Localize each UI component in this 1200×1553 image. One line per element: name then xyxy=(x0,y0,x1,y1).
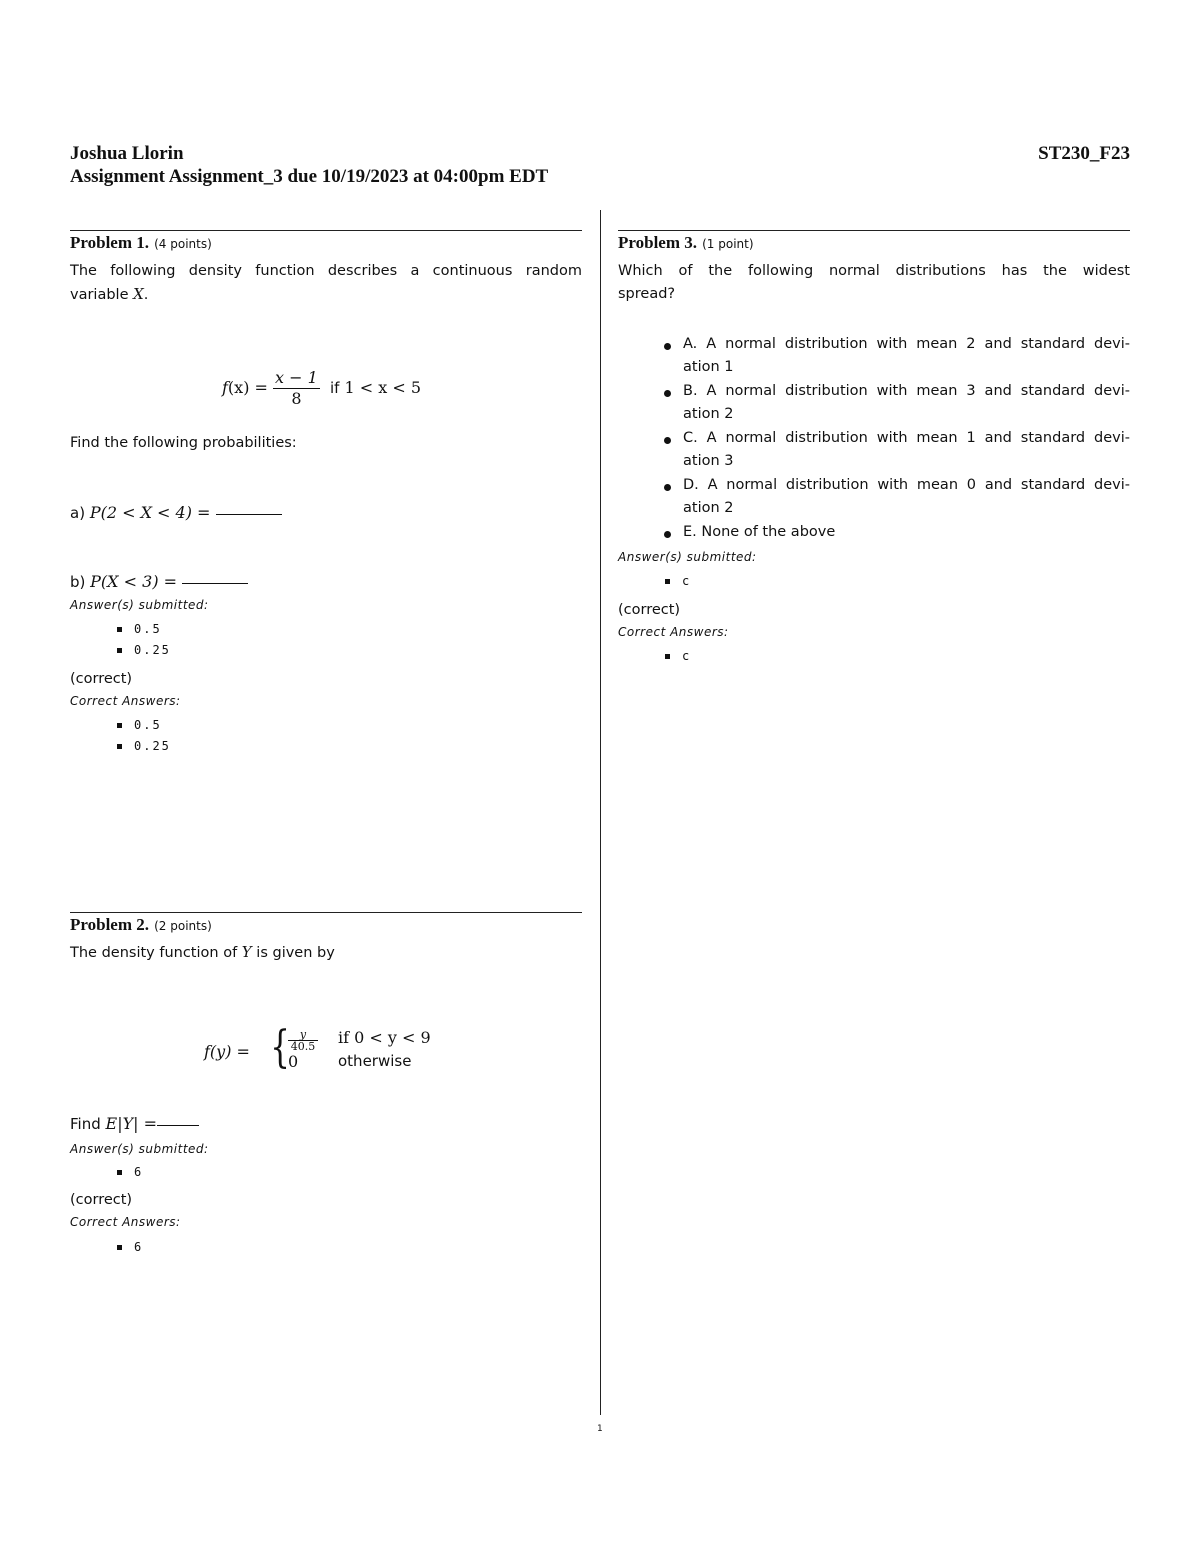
submitted-value: 0.5 xyxy=(134,622,162,636)
case1-fraction xyxy=(288,1029,318,1052)
problem3-submitted-item xyxy=(665,574,691,588)
problem3-status: (correct) xyxy=(618,602,681,618)
problem3-header xyxy=(618,233,754,253)
problem1-points: (4 points) xyxy=(154,237,212,251)
part-a-label: a) xyxy=(70,504,90,522)
bullet-square xyxy=(117,1245,122,1250)
problem2-piecewise-formula xyxy=(204,1022,464,1082)
case1-condition: if 0 < y < 9 xyxy=(338,1028,431,1047)
problem2-var: Y xyxy=(241,943,252,961)
formula-fraction xyxy=(273,368,320,409)
formula-numerator: x − 1 xyxy=(275,368,318,387)
option-line2: ation 2 xyxy=(683,406,734,422)
problem1-statement-suffix: . xyxy=(143,287,149,303)
assignment-title: Assignment Assignment_3 due 10/19/2023 at 04:00pm EDT xyxy=(70,166,549,187)
submitted-value: 6 xyxy=(134,1165,144,1179)
problem2-status: (correct) xyxy=(70,1192,133,1208)
problem3-points: (1 point) xyxy=(702,237,754,251)
problem2-rule xyxy=(70,912,582,913)
correct-value: 0.25 xyxy=(134,739,171,753)
bullet-dot xyxy=(664,531,671,538)
formula-condition: 1 < x < 5 xyxy=(344,378,422,397)
problem1-submitted-item xyxy=(117,622,162,636)
problem2-header xyxy=(70,915,212,935)
problem1-find-text: Find the following probabilities: xyxy=(70,435,297,451)
formula-lhs: (x) = xyxy=(227,378,268,397)
problem3-option-c xyxy=(664,427,1130,473)
submitted-value: 0.25 xyxy=(134,643,171,657)
bullet-dot xyxy=(664,343,671,350)
problem2-statement-prefix: The density function of xyxy=(70,945,242,961)
bullet-square xyxy=(665,579,670,584)
case1-denominator: 40.5 xyxy=(290,1040,316,1053)
option-line2: ation 1 xyxy=(683,359,734,375)
problem1-var: X xyxy=(133,285,144,303)
problem2-blank[interactable] xyxy=(157,1125,199,1126)
case2-value: 0 xyxy=(288,1052,299,1071)
option-line1: E. None of the above xyxy=(683,524,836,540)
problem2-find-label: Find xyxy=(70,1115,106,1133)
left-brace: { xyxy=(270,1022,290,1073)
problem1-correct-answers-label: Correct Answers: xyxy=(70,694,181,708)
option-line1: B. A normal distribution with mean 3 and standard devi- xyxy=(683,383,1130,399)
part-b-label: b) xyxy=(70,573,91,591)
part-a-blank[interactable] xyxy=(216,514,282,515)
formula-f: f xyxy=(222,378,228,397)
student-name: Joshua Llorin xyxy=(70,143,184,164)
bullet-square xyxy=(117,648,122,653)
problem3-option-b xyxy=(664,380,1130,426)
option-line1: C. A normal distribution with mean 1 and standard devi- xyxy=(683,430,1130,446)
problem1-density-formula xyxy=(222,368,421,409)
option-line1: D. A normal distribution with mean 0 and standard devi- xyxy=(683,477,1130,493)
problem1-status: (correct) xyxy=(70,671,133,687)
problem1-part-a xyxy=(70,503,282,522)
course-code: ST230_F23 xyxy=(1038,143,1130,164)
problem2-title: Problem 2. xyxy=(70,915,150,934)
correct-value: 6 xyxy=(134,1240,144,1254)
bullet-square xyxy=(665,654,670,659)
formula-denominator: 8 xyxy=(291,389,302,408)
bullet-dot xyxy=(664,390,671,397)
correct-value: c xyxy=(682,649,692,663)
part-b-expr: P(X < 3) = xyxy=(90,572,178,591)
problem1-header xyxy=(70,233,212,253)
problem2-submitted-item xyxy=(117,1165,143,1179)
formula-if: if xyxy=(329,379,340,397)
problem1-answers-submitted-label: Answer(s) submitted: xyxy=(70,598,209,612)
page-number: 1 xyxy=(597,1424,603,1434)
problem1-correct-item xyxy=(117,739,171,753)
problem3-correct-answers-label: Correct Answers: xyxy=(618,625,729,639)
option-line2: ation 3 xyxy=(683,453,734,469)
problem2-correct-item xyxy=(117,1240,143,1254)
problem3-option-e xyxy=(664,521,1130,544)
problem3-title: Problem 3. xyxy=(618,233,698,252)
submitted-value: c xyxy=(682,574,692,588)
bullet-square xyxy=(117,627,122,632)
part-b-blank[interactable] xyxy=(182,583,248,584)
bullet-square xyxy=(117,723,122,728)
problem3-answers-submitted-label: Answer(s) submitted: xyxy=(618,550,757,564)
problem2-find xyxy=(70,1114,199,1133)
problem3-rule xyxy=(618,230,1130,231)
column-divider xyxy=(600,210,601,1415)
problem1-statement-line2 xyxy=(70,283,148,307)
problem1-title: Problem 1. xyxy=(70,233,150,252)
case1-numerator: y xyxy=(288,1029,318,1041)
problem2-answers-submitted-label: Answer(s) submitted: xyxy=(70,1142,209,1156)
option-line2: ation 2 xyxy=(683,500,734,516)
problem1-correct-item xyxy=(117,718,162,732)
problem3-correct-item xyxy=(665,649,691,663)
piecewise-lhs: f(y) = xyxy=(204,1042,250,1061)
bullet-dot xyxy=(664,484,671,491)
problem2-points: (2 points) xyxy=(154,919,212,933)
part-a-expr: P(2 < X < 4) = xyxy=(89,503,211,522)
problem2-statement-suffix: is given by xyxy=(251,945,335,961)
correct-value: 0.5 xyxy=(134,718,162,732)
option-line1: A. A normal distribution with mean 2 and standard devi- xyxy=(683,336,1130,352)
bullet-square xyxy=(117,1170,122,1175)
problem1-rule xyxy=(70,230,582,231)
bullet-square xyxy=(117,744,122,749)
problem3-option-d xyxy=(664,474,1130,520)
problem2-find-expr: E|Y| = xyxy=(105,1114,158,1133)
problem3-statement-line1: Which of the following normal distributions has the widest xyxy=(618,263,1130,279)
problem1-statement-prefix: variable xyxy=(70,287,134,303)
problem3-option-a xyxy=(664,333,1130,379)
case2-condition: otherwise xyxy=(338,1052,412,1070)
problem3-statement-line2: spread? xyxy=(618,286,676,302)
problem1-statement-line1: The following density function describes a continuous random xyxy=(70,263,582,279)
problem1-submitted-item xyxy=(117,643,171,657)
problem2-statement xyxy=(70,941,335,965)
bullet-dot xyxy=(664,437,671,444)
problem1-part-b xyxy=(70,572,248,591)
problem2-correct-answers-label: Correct Answers: xyxy=(70,1215,181,1229)
